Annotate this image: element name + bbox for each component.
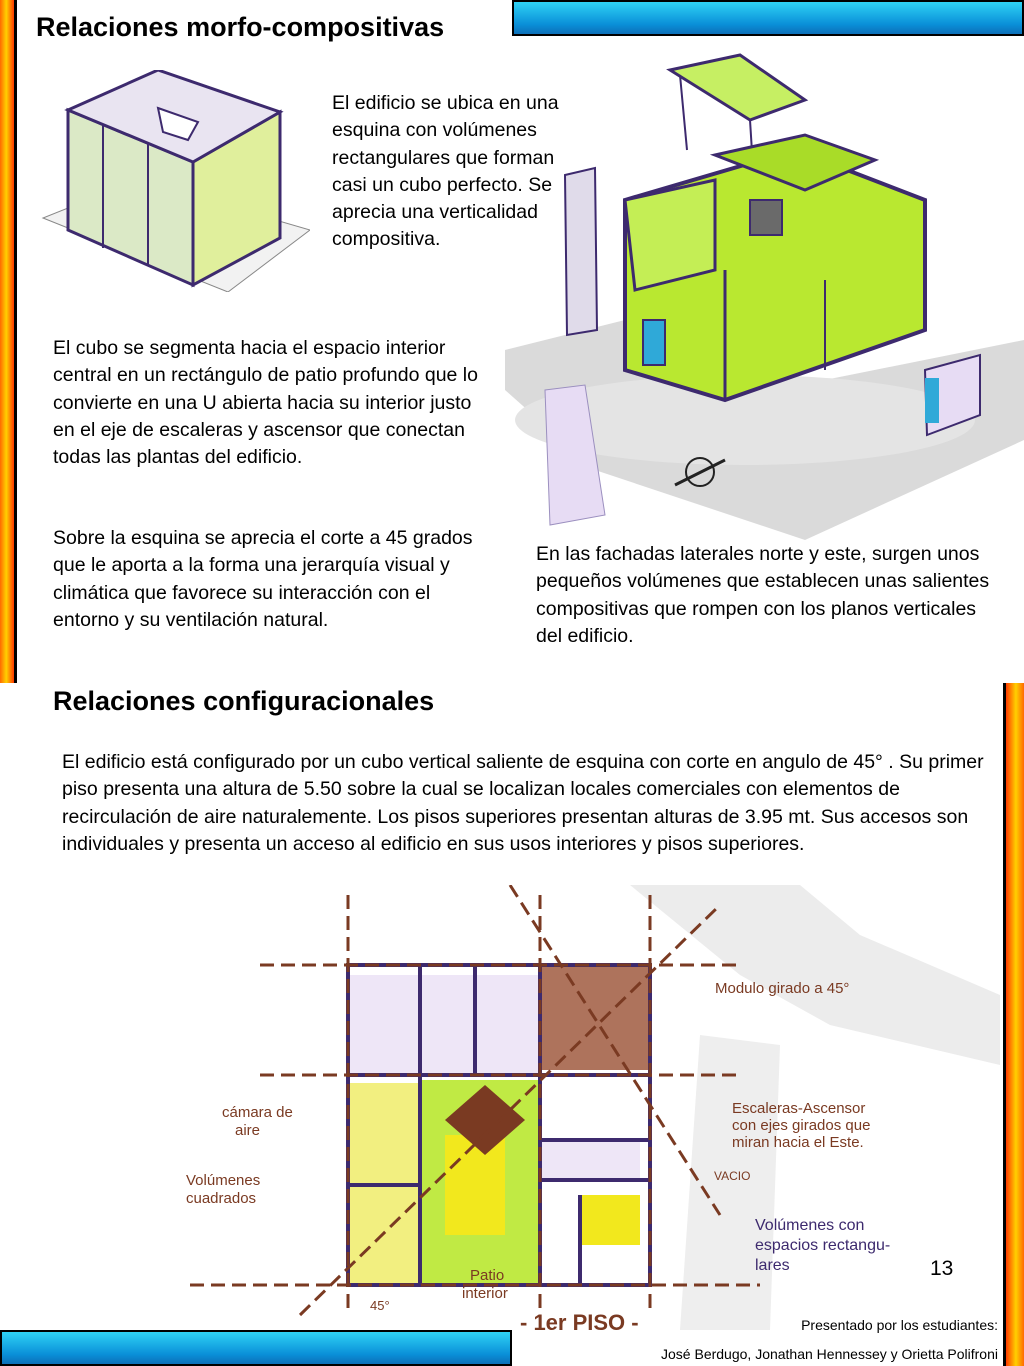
right-orange-strip [1003, 683, 1024, 1366]
label-escaleras-1: Escaleras-Ascensor [732, 1100, 866, 1117]
label-modulo: Modulo girado a 45° [715, 980, 850, 997]
page-number: 13 [930, 1257, 954, 1280]
credits-line2: José Berdugo, Jonathan Hennessey y Orietta Polifroni [661, 1346, 998, 1362]
label-volumenes-1: Volúmenes [186, 1172, 261, 1189]
label-vacio: VACIO [714, 1169, 751, 1183]
paragraph-ubicacion: El edificio se ubica en una esquina con volúmenes rectangulares que forman casi un cubo perfecto. Se aprecia una verticalidad compositiva. [332, 92, 559, 251]
paragraph-configuracion: El edificio está configurado por un cubo vertical saliente de esquina con corte en angulo de 45° . Su primer piso presenta una altura de 5.50 sobre la cual se localizan locales comerciales con elementos de recirculación de aire naturalemente. Los pisos superiores presentan alturas de 3.95 mt. Sus accesos son individuales y presenta un acceso al edificio en sus usos interiores y pisos superiores. [62, 751, 984, 855]
paragraph-segmentacion: El cubo se segmenta hacia el espacio interior central en un rectángulo de patio profundo que lo convierte en una U abierta hacia su interior justo en el eje de escaleras y ascensor que conectan todas las plantas del edificio. [53, 337, 478, 469]
label-volumenes-rect-3: lares [755, 1257, 790, 1274]
label-escaleras-3: miran hacia el Este. [732, 1134, 864, 1151]
bottom-blue-bar [0, 1330, 512, 1366]
cube-sketch [38, 70, 310, 292]
label-camara-2: aire [235, 1122, 261, 1139]
label-patio-1: Patio [470, 1267, 505, 1284]
paragraph-corte-45: Sobre la esquina se aprecia el corte a 45 grados que le aporta a la forma una jerarquía visual y climática que favorece su interacción con el entorno y su ventilación natural. [53, 527, 473, 631]
top-blue-bar [512, 0, 1024, 36]
paragraph-fachadas: En las fachadas laterales norte y este, surgen unos pequeños volúmenes que establecen unas salientes compositivas que rompen con los planos verticales del edificio. [536, 543, 990, 647]
label-volumenes-rect-1: Volúmenes con [755, 1217, 865, 1234]
left-orange-strip [0, 0, 17, 683]
building-3d-sketch [505, 40, 1024, 540]
label-angle: 45° [370, 1298, 390, 1313]
label-patio-2: interior [462, 1285, 508, 1302]
credits-line1: Presentado por los estudiantes: [801, 1317, 998, 1333]
label-volumenes-2: cuadrados [186, 1190, 257, 1207]
label-camara-1: cámara de [222, 1104, 293, 1121]
label-volumenes-rect-2: espacios rectangu- [755, 1237, 891, 1254]
section1-title: Relaciones morfo-compositivas [36, 12, 445, 42]
label-escaleras-2: con ejes girados que [732, 1117, 871, 1134]
floor-plan-sketch [180, 885, 1000, 1330]
section2-title: Relaciones configuracionales [53, 686, 435, 716]
label-piso: - 1er PISO - [520, 1310, 639, 1330]
